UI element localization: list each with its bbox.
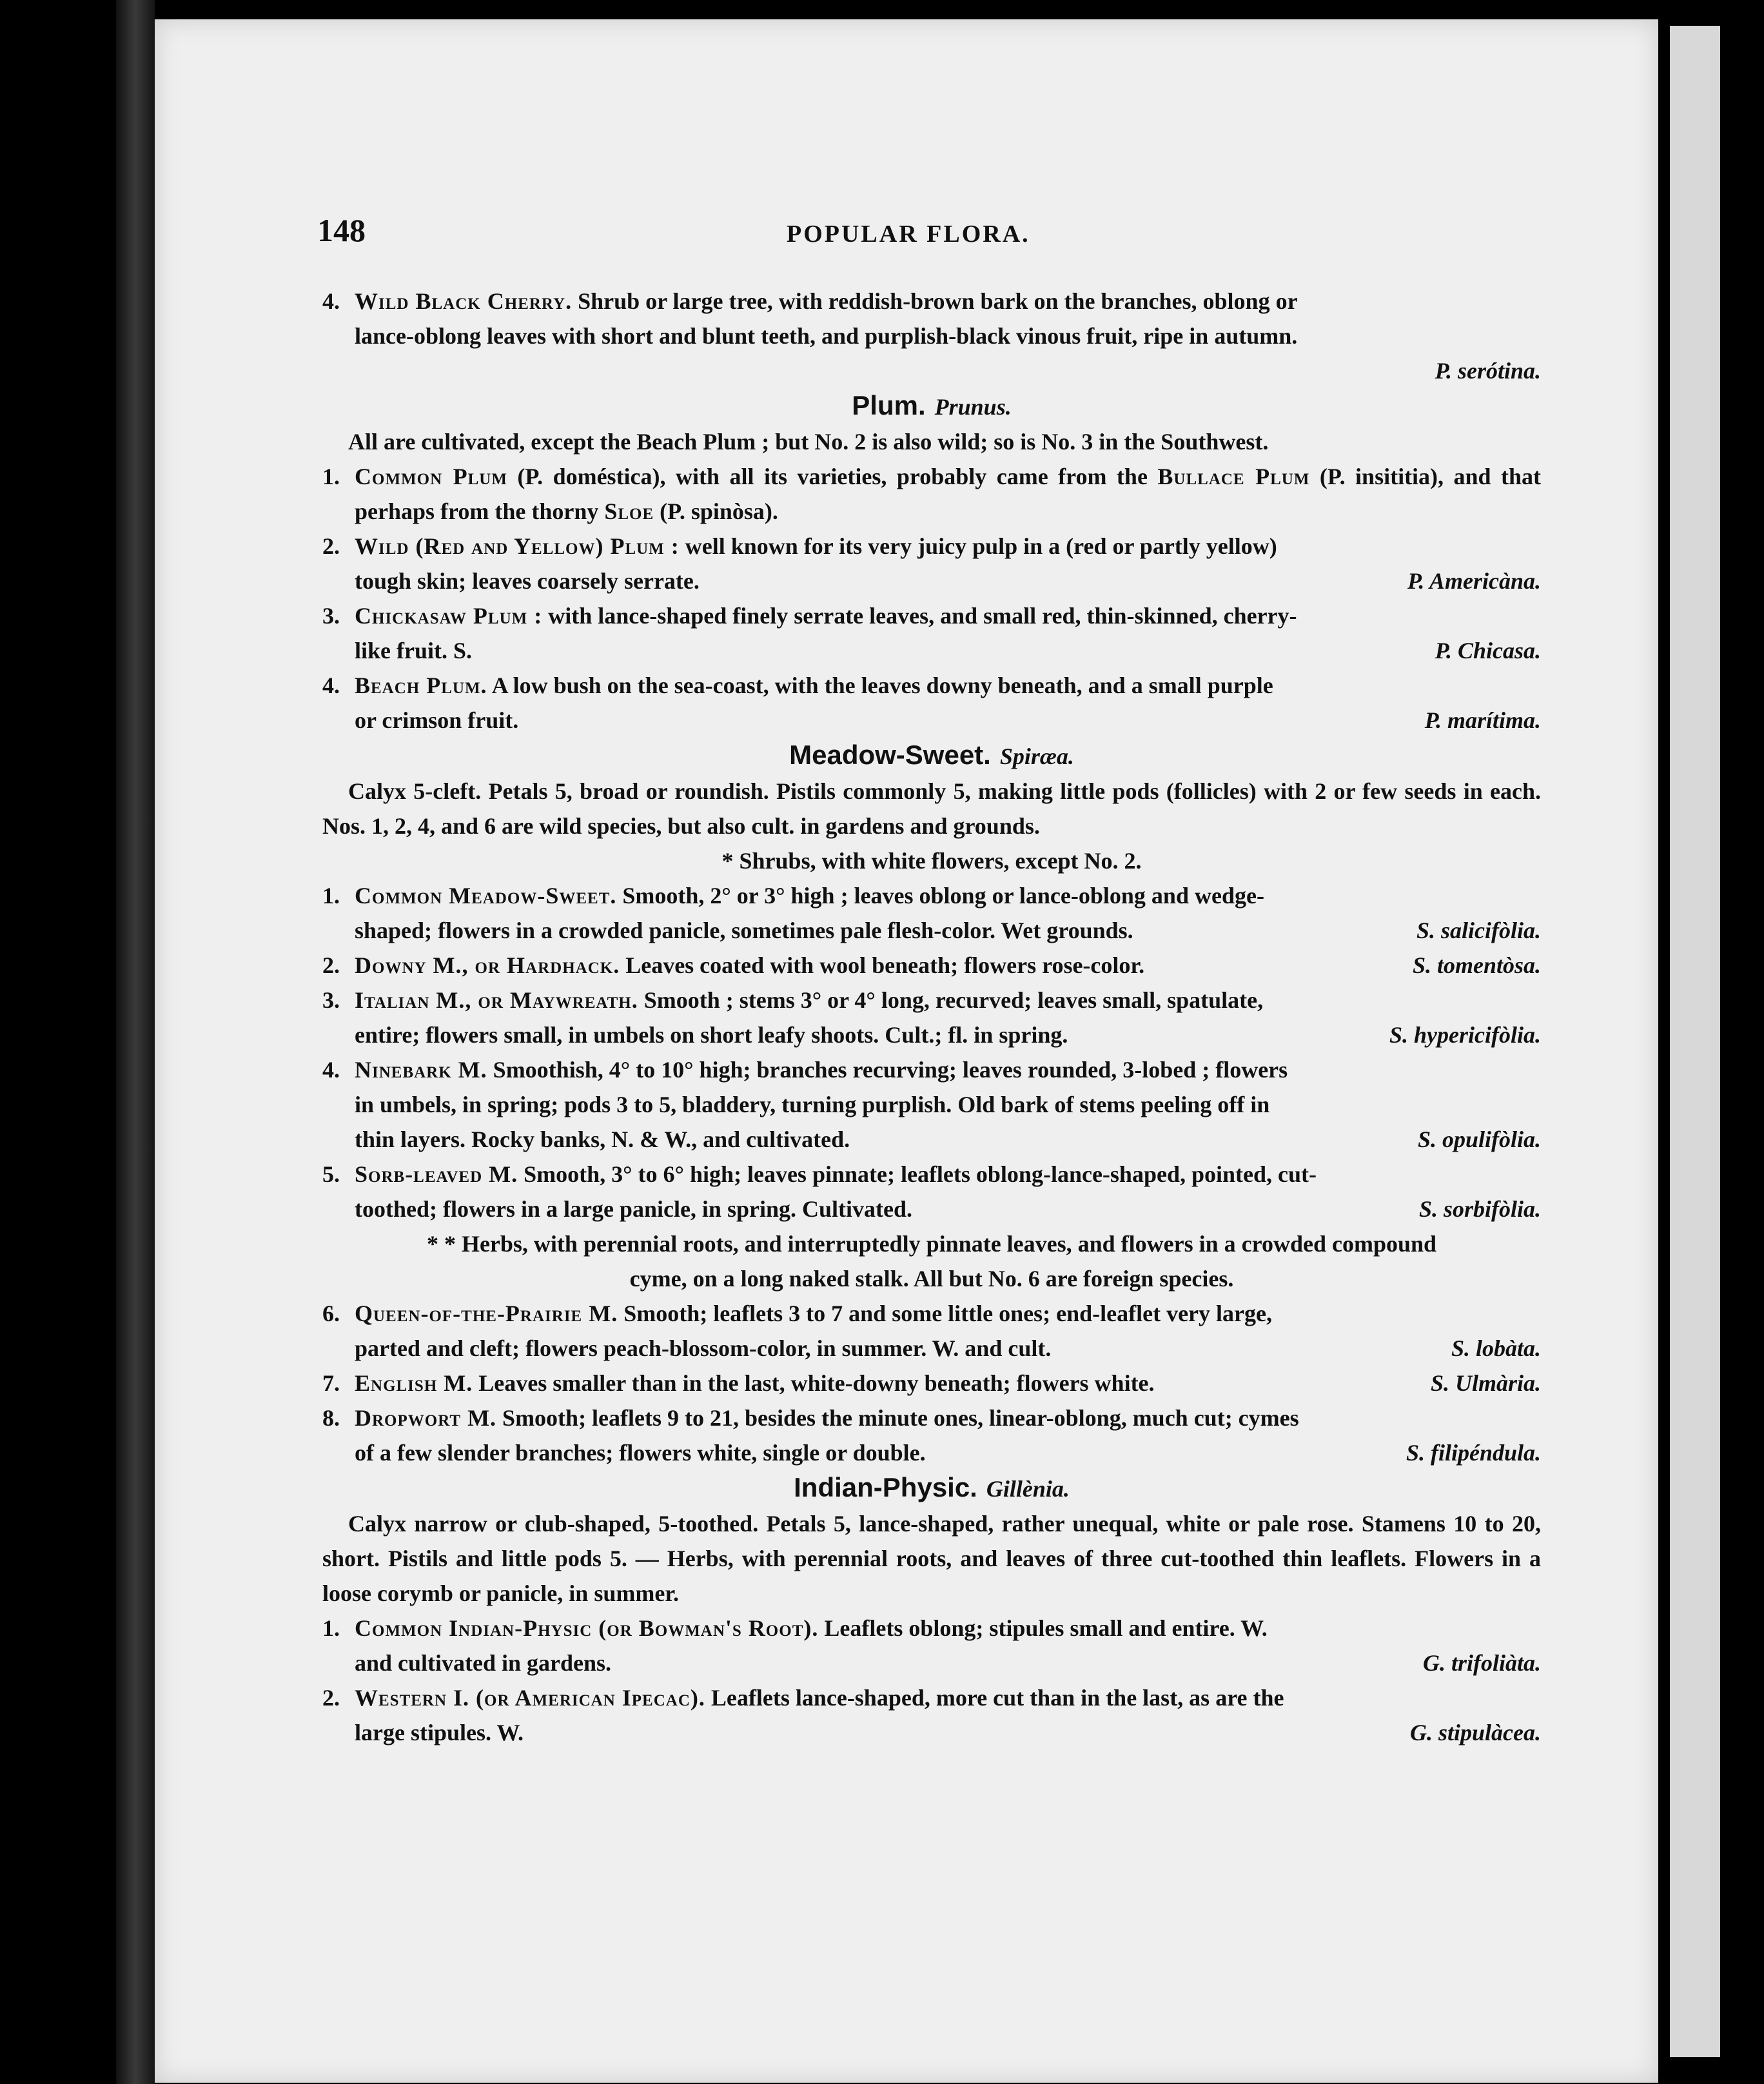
page-text [317,212,1542,1750]
entry-meadow-2 [322,948,1541,983]
entry-number: 4. [322,288,340,314]
entry-number: 5. [322,1161,340,1187]
entry-text: tough skin; leaves coarsely serrate. [355,568,700,594]
scientific-name: P. Americàna. [1407,568,1541,594]
entry-text: entire; flowers small, in umbels on short leafy shoots. Cult.; fl. in spring. [355,1022,1068,1048]
entry-text: (P. doméstica), with all its varieties, probably came from the [517,464,1148,489]
species-name: Beach Plum. [355,673,487,698]
genus-title: Plum. [852,390,926,420]
species-name: Wild (Red and Yellow) Plum : [355,533,680,559]
entry-number: 1. [322,464,340,489]
genus-latin: Prunus. [934,394,1012,420]
entry-text: Leaflets lance-shaped, more cut than in the last, as are the [710,1685,1284,1711]
entry-indian-1 [322,1611,1541,1680]
entry-number: 3. [322,987,340,1013]
genus-title: Meadow-Sweet. [789,740,991,770]
scientific-name: S. hypericifòlia. [1389,1022,1541,1048]
entry-text: Leaflets oblong; stipules small and entire. W. [824,1615,1268,1641]
entry-beach-plum [322,668,1541,738]
species-name: Downy M., or Hardhack. [355,952,620,978]
entry-number: 7. [322,1370,340,1396]
entry-text: Leaves coated with wool beneath; flowers rose-color. [625,952,1145,978]
genus-heading-indian-physic [322,1470,1541,1506]
entry-number: 6. [322,1301,340,1326]
scientific-name: S. lobàta. [1451,1335,1541,1361]
facing-page-edge [1670,0,1764,2084]
species-name: Common Plum [355,464,507,489]
entry-number: 1. [322,1615,340,1641]
species-name: Ninebark M. [355,1057,487,1083]
entry-number: 4. [322,673,340,698]
species-name: Chickasaw Plum : [355,603,543,629]
entry-meadow-5 [322,1157,1541,1226]
genus-heading-meadow-sweet [322,738,1541,774]
entry-text: A low bush on the sea-coast, with the leaves downy beneath, and a small purple [491,673,1273,698]
entry-text: shaped; flowers in a crowded panicle, sometimes pale flesh-color. Wet grounds. [355,918,1133,943]
entry-text: (P. insititia), and that perhaps from the thorny [355,464,1542,524]
entry-text: thin layers. Rocky banks, N. & W., and cultivated. [355,1126,850,1152]
related-name: Sloe [604,498,654,524]
species-name: Common Indian-Physic (or Bowman's Root). [355,1615,819,1641]
scientific-name: G. stipulàcea. [1410,1720,1541,1745]
entry-text: well known for its very juicy pulp in a (red or partly yellow) [685,533,1277,559]
entry-text: in umbels, in spring; pods 3 to 5, bladdery, turning purplish. Old bark of stems peeling off in [355,1092,1270,1117]
entry-text: Smoothish, 4° to 10° high; branches recurving; leaves rounded, 3-lobed ; flowers [493,1057,1288,1083]
entry-number: 8. [322,1405,340,1431]
scientific-name: S. opulifòlia. [1417,1126,1541,1152]
related-name: Bullace Plum [1157,464,1310,489]
entry-number: 2. [322,952,340,978]
entry-number: 2. [322,1685,340,1711]
entry-indian-2 [322,1680,1541,1750]
entry-number: 2. [322,533,340,559]
entry-text: Smooth, 2° or 3° high ; leaves oblong or lance-oblong and wedge- [622,883,1264,909]
group-heading-line: * * Herbs, with perennial roots, and interruptedly pinnate leaves, and flowers in a crowded compound [426,1231,1437,1257]
species-name: Western I. (or American Ipecac). [355,1685,705,1711]
running-head: POPULAR FLORA. [787,221,1030,248]
entry-meadow-1 [322,878,1541,948]
scientific-name: S. Ulmària. [1430,1370,1541,1396]
group-heading-line: cyme, on a long naked stalk. All but No. 6 are foreign species. [629,1266,1234,1292]
entry-text: large stipules. W. [355,1720,524,1745]
genus-latin: Spiræa. [999,743,1074,769]
species-name: Common Meadow-Sweet. [355,883,617,909]
entry-text: toothed; flowers in a large panicle, in spring. Cultivated. [355,1196,912,1222]
page-number: 148 [317,212,366,248]
species-name: Queen-of-the-Prairie M. [355,1301,618,1326]
entry-text: lance-oblong leaves with short and blunt teeth, and purplish-black vinous fruit, ripe in autumn. [355,323,1298,349]
scientific-name: P. Chicasa. [1435,638,1541,664]
species-name: Dropwort M. [355,1405,497,1431]
entry-text: Smooth; leaflets 3 to 7 and some little ones; end-leaflet very large, [623,1301,1272,1326]
genus-intro: All are cultivated, except the Beach Plum ; but No. 2 is also wild; so is No. 3 in the Southwest. [348,429,1269,455]
species-name: Italian M., or Maywreath. [355,987,638,1013]
entry-text: with lance-shaped finely serrate leaves, and small red, thin-skinned, cherry- [548,603,1297,629]
entry-text: (P. spinòsa). [660,498,778,524]
entry-number: 4. [322,1057,340,1083]
group-heading [322,1226,1541,1296]
entry-number: 1. [322,883,340,909]
entry-text: parted and cleft; flowers peach-blossom-color, in summer. W. and cult. [355,1335,1052,1361]
scientific-name: S. salicifòlia. [1416,918,1541,943]
entry-text: or crimson fruit. [355,707,519,733]
genus-title: Indian-Physic. [794,1472,977,1502]
species-name: Wild Black Cherry. [355,288,573,314]
page-header [317,212,1541,258]
species-name: English M. [355,1370,473,1396]
entry-wild-plum [322,529,1541,598]
entry-meadow-4 [322,1052,1541,1157]
genus-intro: Calyx 5-cleft. Petals 5, broad or roundish. Pistils commonly 5, making little pods (follicles) with 2 or few seeds in each. Nos. 1, 2, 4, and 6 are wild species, but also cult. in gardens and grounds. [322,778,1541,839]
scientific-name: P. marítima. [1424,707,1541,733]
book-gutter-shadow [116,0,155,2084]
scientific-name: P. serótina. [1435,358,1541,384]
entry-text: like fruit. S. [355,638,473,664]
entry-common-plum [322,459,1541,529]
entry-text: Smooth; leaflets 9 to 21, besides the minute ones, linear-oblong, much cut; cymes [502,1405,1299,1431]
entry-text: Smooth, 3° to 6° high; leaves pinnate; leaflets oblong-lance-shaped, pointed, cut- [524,1161,1317,1187]
scientific-name: G. trifoliàta. [1422,1650,1541,1676]
entry-text: and cultivated in gardens. [355,1650,612,1676]
entry-text: Leaves smaller than in the last, white-downy beneath; flowers white. [478,1370,1155,1396]
species-name: Sorb-leaved M. [355,1161,518,1187]
scientific-name: S. sorbifòlia. [1418,1196,1541,1222]
entry-wild-black-cherry [322,284,1541,388]
group-heading: * Shrubs, with white flowers, except No. 2. [721,848,1142,874]
entry-number: 3. [322,603,340,629]
entry-text: of a few slender branches; flowers white, single or double. [355,1440,926,1466]
entry-meadow-7 [322,1366,1541,1401]
genus-intro: Calyx narrow or club-shaped, 5-toothed. Petals 5, lance-shaped, rather unequal, white or pale rose. Stamens 10 to 20, short. Pistils and little pods 5. — Herbs, with perennial roots, and leaves of three cut-toothed thin leaflets. Flowers in a loose corymb or panicle, in summer. [322,1511,1541,1606]
scientific-name: S. tomentòsa. [1412,952,1541,978]
entry-chickasaw-plum [322,598,1541,668]
genus-latin: Gillènia. [986,1476,1070,1502]
scientific-name: S. filipéndula. [1406,1440,1541,1466]
genus-heading-plum [322,388,1541,424]
entry-meadow-6 [322,1296,1541,1366]
entry-text: Shrub or large tree, with reddish-brown bark on the branches, oblong or [578,288,1298,314]
entry-text: Smooth ; stems 3° or 4° long, recurved; leaves small, spatulate, [643,987,1264,1013]
entry-meadow-3 [322,983,1541,1052]
entry-meadow-8 [322,1401,1541,1470]
